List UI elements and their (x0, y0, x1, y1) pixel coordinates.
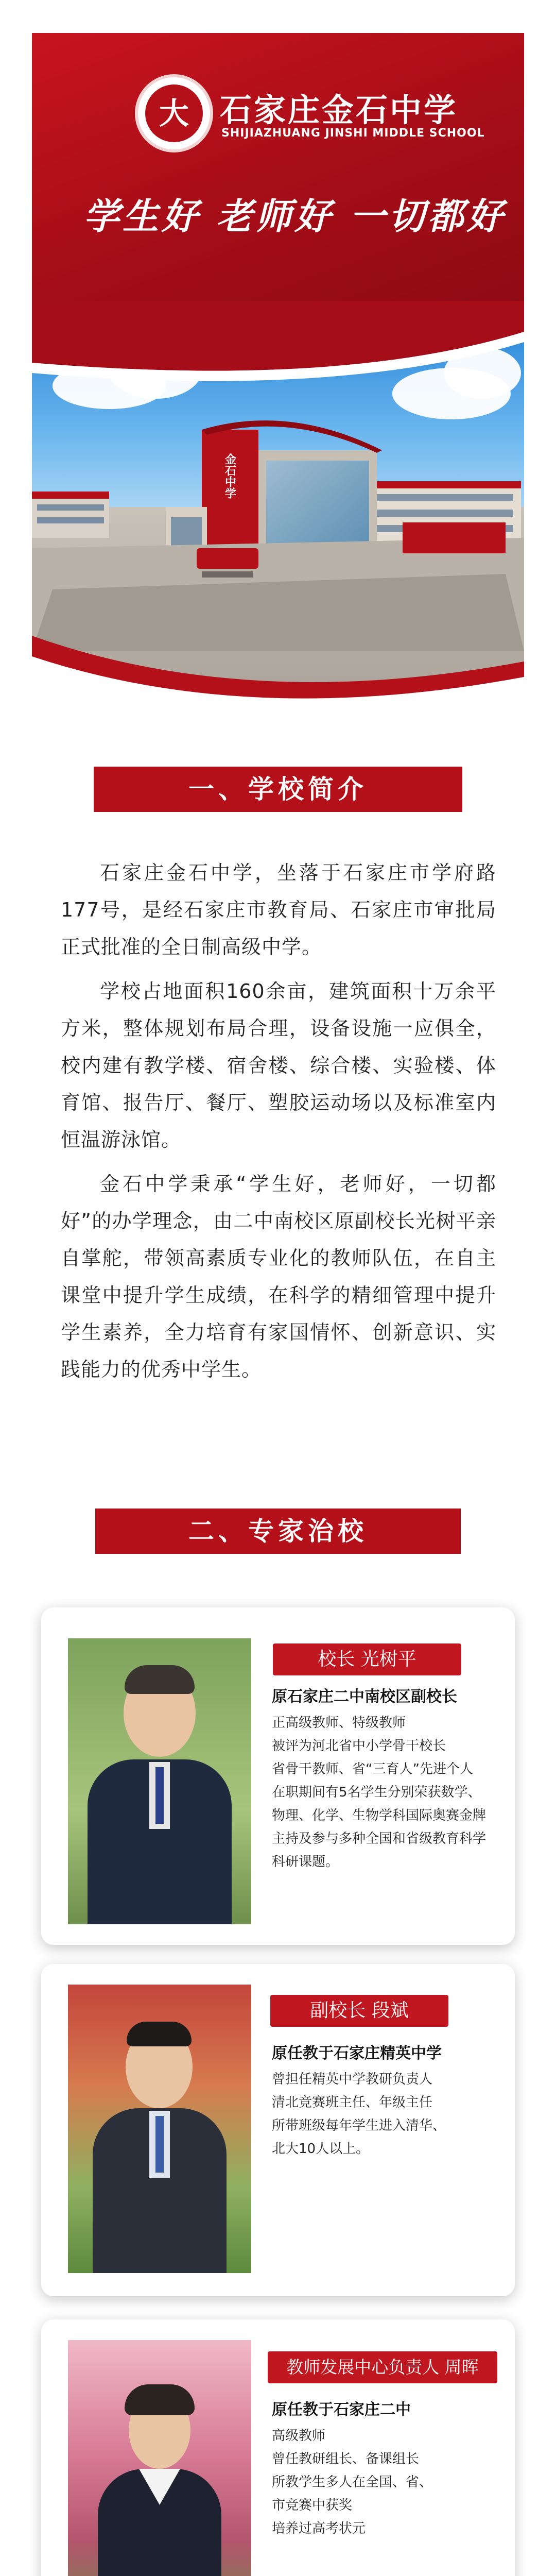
person-tie (155, 2116, 164, 2173)
bio-line: 市竞赛中获奖 (272, 2498, 353, 2513)
hero-red-band (32, 33, 524, 321)
bio-line: 主持及参与多种全国和省级教育科学 (272, 1831, 486, 1846)
hero-bottom-wave (32, 625, 524, 718)
teacher-center-photo (68, 2340, 251, 2576)
school-building-illustration (32, 394, 524, 651)
bio-line: 所带班级每年学生进入清华、 (272, 2118, 446, 2133)
bio-line: 北大10人以上。 (272, 2141, 370, 2157)
person-hair (127, 2022, 192, 2046)
principal-badge: 校长 光树平 (273, 1643, 461, 1675)
vice-principal-badge: 副校长 段斌 (270, 1995, 448, 2027)
bio-line: 正高级教师、特级教师 (272, 1715, 406, 1731)
section-title-experts: 二、专家治校 (95, 1509, 461, 1554)
expert-card-teacher-center (41, 2319, 515, 2576)
hero-banner (32, 33, 524, 718)
vice-principal-photo (68, 1985, 251, 2273)
intro-paragraph: 金石中学秉承“学生好，老师好，一切都好”的办学理念，由二中南校区原副校长光树平亲自掌舵，带领高素质专业化的教师队伍，在自主课堂中提升学生成绩，在科学的精细管理中提升学生素养，全力培育有家国情怀、创新意识、实践能力的优秀中学生。 (61, 1173, 496, 1381)
intro-paragraph: 学校占地面积160余亩，建筑面积十万余平方米，整体规划布局合理，设备设施一应俱全，校内建有教学楼、宿舍楼、综合楼、实验楼、体育馆、报告厅、餐厅、塑胶运动场以及标准室内恒温游泳馆。 (61, 980, 496, 1151)
vice-principal-bio (272, 2041, 498, 2161)
bio-line: 在职期间有5名学生分别荣获数学、 (272, 1785, 481, 1800)
school-name-en: SHIJIAZHUANG JINSHI MIDDLE SCHOOL (221, 127, 485, 140)
expert-card-vice-principal (41, 1964, 515, 2296)
section-title-intro: 一、学校简介 (94, 767, 462, 812)
bio-line: 培养过高考状元 (272, 2521, 366, 2536)
person-hair (125, 2384, 195, 2415)
bio-line: 所教学生多人在全国、省、 (272, 2475, 433, 2490)
hero-top-wave (32, 301, 524, 394)
bio-line: 曾担任精英中学教研负责人 (272, 2072, 433, 2087)
bio-lead: 原任教于石家庄精英中学 (272, 2044, 442, 2062)
teacher-center-bio (272, 2398, 498, 2540)
bio-line: 省骨干教师、省“三育人”先进个人 (272, 1761, 473, 1777)
bio-lead: 原石家庄二中南校区副校长 (272, 1688, 457, 1706)
intro-paragraph: 石家庄金石中学，坐落于石家庄市学府路177号，是经石家庄市教育局、石家庄市审批局正式批准的全日制高级中学。 (61, 861, 496, 958)
hero-slogan: 学生好 老师好 一切都好 (83, 195, 506, 238)
bio-lead: 原任教于石家庄二中 (272, 2401, 411, 2419)
person-tie (155, 1767, 164, 1824)
bio-line: 清北竞赛班主任、年级主任 (272, 2095, 433, 2110)
bio-line: 高级教师 (272, 2428, 326, 2444)
bio-line: 被评为河北省中小学骨干校长 (272, 1738, 446, 1754)
teacher-center-badge: 教师发展中心负责人 周晖 (268, 2351, 497, 2383)
bio-line: 科研课题。 (272, 1854, 339, 1870)
bio-line: 曾任教研组长、备课组长 (272, 2451, 420, 2467)
school-logo (135, 74, 213, 152)
person-hair (125, 1665, 195, 1694)
school-name-cn: 石家庄金石中学 (220, 91, 458, 129)
principal-photo (68, 1638, 251, 1924)
building-sign: 金石中学 (223, 453, 237, 499)
bio-line: 物理、化学、生物学科国际奥赛金牌 (272, 1808, 486, 1823)
principal-bio (272, 1685, 498, 1874)
expert-card-principal (41, 1607, 515, 1945)
school-logo-glyph: 大 (145, 84, 203, 142)
school-intro-text (61, 854, 496, 1395)
